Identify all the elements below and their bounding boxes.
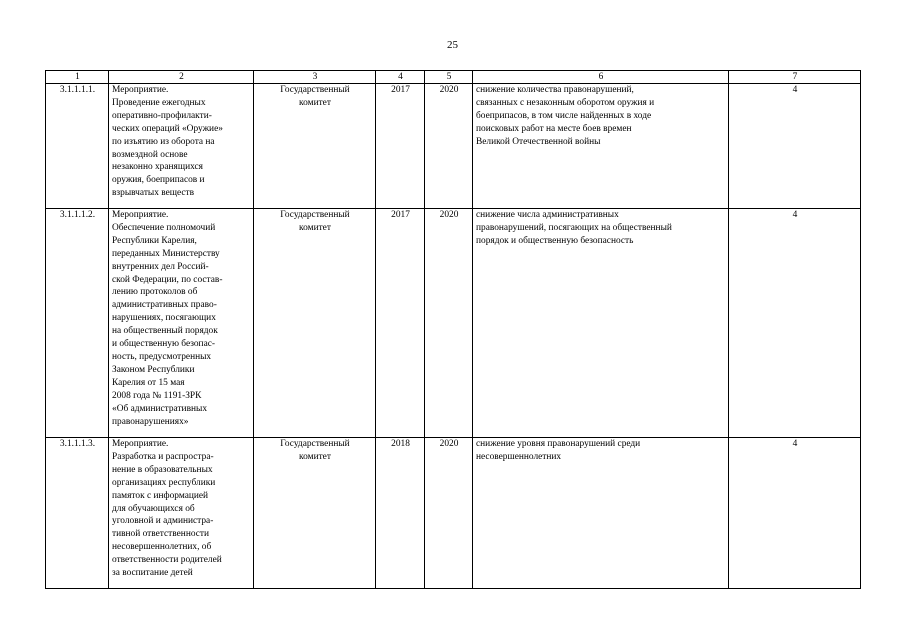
measure-col7: 4 <box>729 84 861 209</box>
measure-executor: Государственный комитет <box>254 209 376 438</box>
measure-start-year: 2017 <box>376 84 425 209</box>
table-row <box>46 438 861 589</box>
column-header: 7 <box>729 71 861 84</box>
column-header: 3 <box>254 71 376 84</box>
column-header: 1 <box>46 71 109 84</box>
measure-executor: Государственный комитет <box>254 438 376 589</box>
column-header: 6 <box>473 71 729 84</box>
measure-description: Мероприятие. Проведение ежегодных оперативно-профилакти- ческих операций «Оружие» по изъятию из оборота на возмездной основе незаконно хранящихся оружия, боеприпасов и взрывчатых веществ <box>109 84 254 209</box>
measure-start-year: 2018 <box>376 438 425 589</box>
table-row <box>46 209 861 438</box>
measure-end-year: 2020 <box>425 84 473 209</box>
measure-description: Мероприятие. Обеспечение полномочий Республики Карелия, переданных Министерству внутренних дел Россий- ской Федерации, по состав- лению протоколов об административных право- нарушениях, посягающих на общественный порядок и общественную безопас- ность, предусмотренных Законом Республики Карелия от 15 мая 2008 года № 1191-ЗРК «Об административных правонарушениях» <box>109 209 254 438</box>
measure-end-year: 2020 <box>425 438 473 589</box>
measure-code: 3.1.1.1.3. <box>46 438 109 589</box>
measure-end-year: 2020 <box>425 209 473 438</box>
measure-code: 3.1.1.1.1. <box>46 84 109 209</box>
measure-col7: 4 <box>729 438 861 589</box>
measure-result: снижение уровня правонарушений среди несовершеннолетних <box>473 438 729 589</box>
column-header: 4 <box>376 71 425 84</box>
measures-table <box>45 70 861 589</box>
measure-start-year: 2017 <box>376 209 425 438</box>
measure-code: 3.1.1.1.2. <box>46 209 109 438</box>
measure-description: Мероприятие. Разработка и распростра- нение в образовательных организациях республики памяток с информацией для обучающихся об уголовной и администра- тивной ответственности несовершеннолетних, об ответственности родителей за воспитание детей <box>109 438 254 589</box>
page-number: 25 <box>447 39 458 51</box>
measure-executor: Государственный комитет <box>254 84 376 209</box>
table-header-row <box>46 71 861 84</box>
column-header: 2 <box>109 71 254 84</box>
measure-result: снижение количества правонарушений, связанных с незаконным оборотом оружия и боеприпасов, в том числе найденных в ходе поисковых работ на месте боев времен Великой Отечественной войны <box>473 84 729 209</box>
column-header: 5 <box>425 71 473 84</box>
measure-result: снижение числа административных правонарушений, посягающих на общественный порядок и общественную безопасность <box>473 209 729 438</box>
table-row <box>46 84 861 209</box>
measure-col7: 4 <box>729 209 861 438</box>
